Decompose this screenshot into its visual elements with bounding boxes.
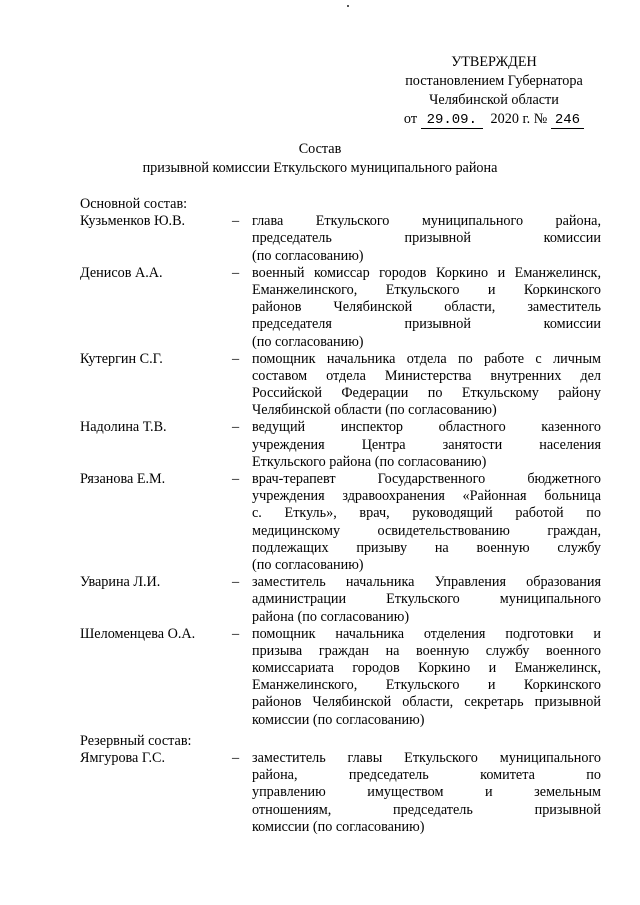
role-line: военный комиссар городов Коркино и Еманжелинск,: [252, 264, 601, 281]
role-line: глава Еткульского муниципального района,: [252, 213, 601, 230]
role-line: составом отдела Министерства внутренних дел: [252, 367, 601, 384]
main-composition-label: Основной состав:: [80, 196, 188, 212]
member-list: [80, 196, 605, 836]
member-name: Рязанова Е.М.: [80, 471, 166, 487]
member-role: [252, 626, 601, 729]
dash-separator: –: [232, 419, 240, 436]
role-line: управлению имуществом и земельным: [252, 784, 601, 801]
approval-date-line: [395, 110, 593, 129]
role-line: администрации Еткульского муниципального: [252, 591, 601, 608]
role-line: Российской Федерации по Еткульскому району: [252, 385, 601, 402]
role-line: комиссии (по согласованию): [252, 818, 425, 835]
role-line: района (по согласованию): [252, 608, 410, 625]
role-line: заместитель главы Еткульского муниципального: [252, 750, 601, 766]
role-line: района, председатель комитета по: [252, 767, 601, 784]
role-line: (по согласованию): [252, 556, 364, 573]
role-line: (по согласованию): [252, 333, 364, 350]
member-entry: [80, 351, 605, 420]
dash-separator: –: [232, 471, 240, 487]
member-role: [252, 574, 601, 626]
title-line-1: Состав: [298, 141, 342, 157]
role-line: ведущий инспектор областного казенного: [252, 419, 601, 436]
role-line: районов Челябинской области, заместитель: [252, 299, 601, 316]
decree-date: 29.09.: [421, 113, 483, 129]
role-line: заместитель начальника Управления образования: [252, 574, 601, 591]
role-line: (по согласованию): [252, 247, 364, 264]
role-line: помощник начальника отдела по работе с личным: [252, 350, 601, 367]
member-entry: [80, 750, 605, 836]
member-role: [252, 213, 601, 265]
member-name: Шеломенцева О.А.: [80, 625, 196, 642]
from-label: от: [403, 111, 418, 127]
role-line: председателя призывной комиссии: [252, 316, 601, 333]
role-line: учреждения Центра занятости населения: [252, 436, 601, 453]
member-entry: [80, 626, 605, 729]
member-name: Кутергин С.Г.: [80, 350, 163, 367]
role-line: медицинскому освидетельствованию граждан,: [252, 522, 601, 539]
title-line-2: призывной комиссии Еткульского муниципального района: [142, 160, 498, 176]
member-entry: [80, 419, 605, 471]
member-name: Надолина Т.В.: [80, 419, 167, 436]
dash-separator: –: [232, 213, 240, 230]
role-line: учреждения здравоохранения «Районная больница: [252, 488, 601, 505]
reserve-composition-label: Резервный состав:: [80, 732, 192, 749]
role-line: призыва граждан на военную службу военного: [252, 642, 601, 659]
member-role: [252, 419, 601, 471]
member-entry: [80, 471, 605, 574]
member-name: Денисов А.А.: [80, 264, 163, 281]
member-entry: [80, 213, 605, 265]
role-line: Еманжелинского, Еткульского и Коркинского: [252, 281, 601, 298]
role-line: подлежащих призыву на военную службу: [252, 539, 601, 556]
role-line: комиссии (по согласованию): [252, 711, 425, 728]
approval-block: [395, 53, 593, 129]
role-line: врач-терапевт Государственного бюджетного: [252, 471, 601, 487]
role-line: комиссариата городов Коркино и Еманжелинск,: [252, 660, 601, 677]
role-line: с. Еткуль», врач, руководящий работой по: [252, 505, 601, 522]
role-line: помощник начальника отделения подготовки и: [252, 625, 601, 642]
member-role: [252, 750, 601, 836]
role-line: председатель призывной комиссии: [252, 230, 601, 247]
scan-speck: [347, 5, 349, 7]
approval-region-line: Челябинской области: [429, 92, 559, 108]
year-number-label: 2020 г. №: [490, 111, 548, 127]
member-role: [252, 471, 601, 574]
dash-separator: –: [232, 350, 240, 367]
role-line: Челябинской области (по согласованию): [252, 402, 497, 419]
member-role: [252, 351, 601, 420]
role-line: районов Челябинской области, секретарь призывной: [252, 694, 601, 711]
role-line: отношениям, председатель призывной: [252, 801, 601, 818]
dash-separator: –: [232, 625, 240, 642]
main-composition: [80, 213, 605, 729]
role-line: Еткульского района (по согласованию): [252, 453, 487, 470]
dash-separator: –: [232, 750, 240, 766]
member-name: Кузьменков Ю.В.: [80, 213, 186, 230]
member-entry: [80, 574, 605, 626]
member-name: Ямгурова Г.С.: [80, 750, 166, 766]
member-entry: [80, 265, 605, 351]
approval-heading: УТВЕРЖДЕН: [451, 54, 537, 70]
role-line: Еманжелинского, Еткульского и Коркинского: [252, 677, 601, 694]
approval-decree-line: постановлением Губернатора: [405, 73, 583, 89]
dash-separator: –: [232, 264, 240, 281]
document-title: [0, 140, 640, 178]
reserve-composition: [80, 750, 605, 836]
dash-separator: –: [232, 574, 240, 591]
member-name: Уварина Л.И.: [80, 574, 161, 591]
member-role: [252, 265, 601, 351]
decree-number: 246: [551, 113, 584, 129]
